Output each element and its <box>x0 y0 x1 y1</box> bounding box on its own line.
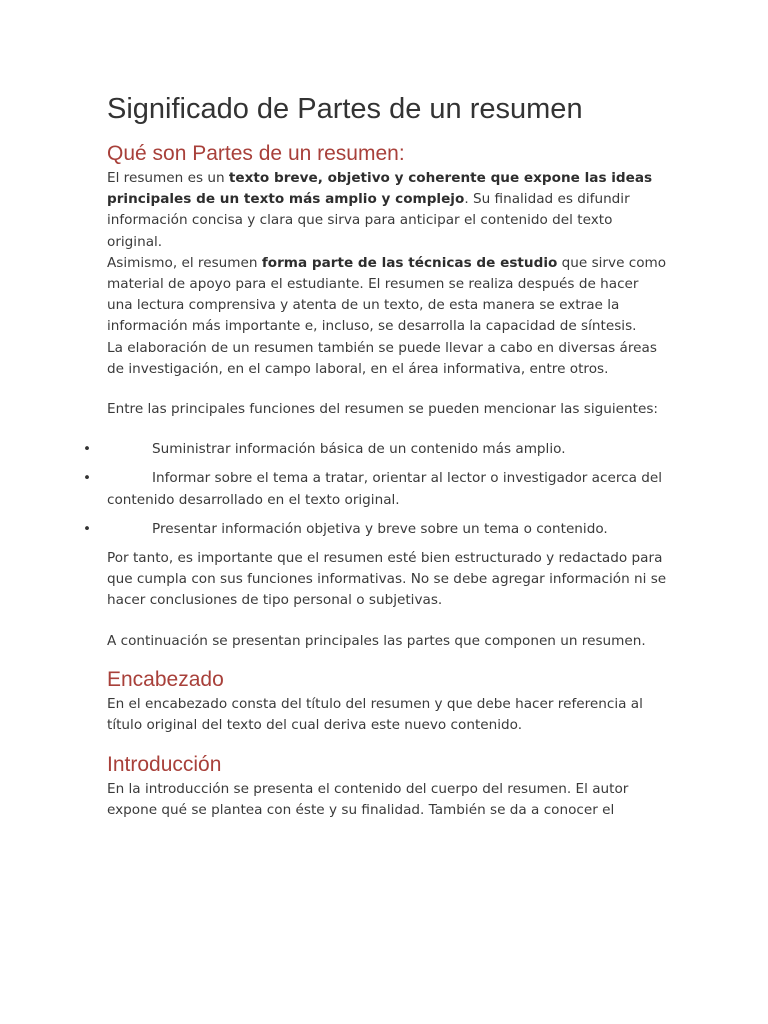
section-heading-introduccion: Introducción <box>107 753 222 777</box>
paragraph-areas: La elaboración de un resumen también se puede llevar a cabo en diversas áreas de investigación, en el campo laboral, en el área informativa, entre otros. <box>107 339 657 377</box>
list-item <box>83 439 667 460</box>
list-item <box>83 468 667 510</box>
bullet-icon: • <box>83 470 92 487</box>
list-item-text: Informar sobre el tema a tratar, orientar al lector o investigador acerca del contenido desarrollado en el texto original. <box>107 470 663 508</box>
bold-text-run: texto breve, objetivo y coherente que expone las ideas principales de un texto más amplio y complejo <box>107 170 653 208</box>
page-title: Significado de Partes de un resumen <box>107 93 583 125</box>
paragraph-structure: Por tanto, es importante que el resumen esté bien estructurado y redactado para que cumpla con sus funciones informativas. No se debe agregar información ni se hacer conclusiones de tipo personal o subjetivas. <box>107 550 667 609</box>
paragraph-parts-intro: A continuación se presentan principales las partes que componen un resumen. <box>107 632 646 649</box>
paragraph-definition <box>107 168 667 253</box>
paragraph-study-technique <box>107 253 667 338</box>
list-item <box>83 519 667 540</box>
section-heading-que-son: Qué son Partes de un resumen: <box>107 142 405 165</box>
text-run: que sirve como material de apoyo para el estudiante. El resumen se realiza después de hacer una lectura comprensiva y atenta de un texto, de esta manera se extrae la información más importante e, incluso, se desarrolla la capacidad de síntesis. <box>107 254 667 335</box>
list-item-text: Suministrar información básica de un contenido más amplio. <box>152 441 566 458</box>
paragraph-functions-intro: Entre las principales funciones del resumen se pueden mencionar las siguientes: <box>107 401 659 418</box>
paragraph-encabezado: En el encabezado consta del título del resumen y que debe hacer referencia al título original del texto del cual deriva este nuevo contenido. <box>107 695 643 734</box>
text-run: El resumen es un <box>107 170 229 186</box>
list-item-text: Presentar información objetiva y breve sobre un tema o contenido. <box>152 520 608 537</box>
text-run: . Su finalidad es difundir información concisa y clara que sirva para anticipar el contenido del texto original. <box>107 191 630 250</box>
section-heading-encabezado: Encabezado <box>107 667 224 691</box>
paragraph-introduccion: En la introducción se presenta el contenido del cuerpo del resumen. El autor expone qué se plantea con éste y su finalidad. También se da a conocer el <box>107 781 629 819</box>
functions-list <box>83 439 667 540</box>
bullet-icon: • <box>83 520 92 537</box>
text-run: Asimismo, el resumen <box>107 254 262 271</box>
bold-text-run: forma parte de las técnicas de estudio <box>261 254 558 271</box>
document-page <box>83 88 667 822</box>
bullet-icon: • <box>83 441 92 458</box>
